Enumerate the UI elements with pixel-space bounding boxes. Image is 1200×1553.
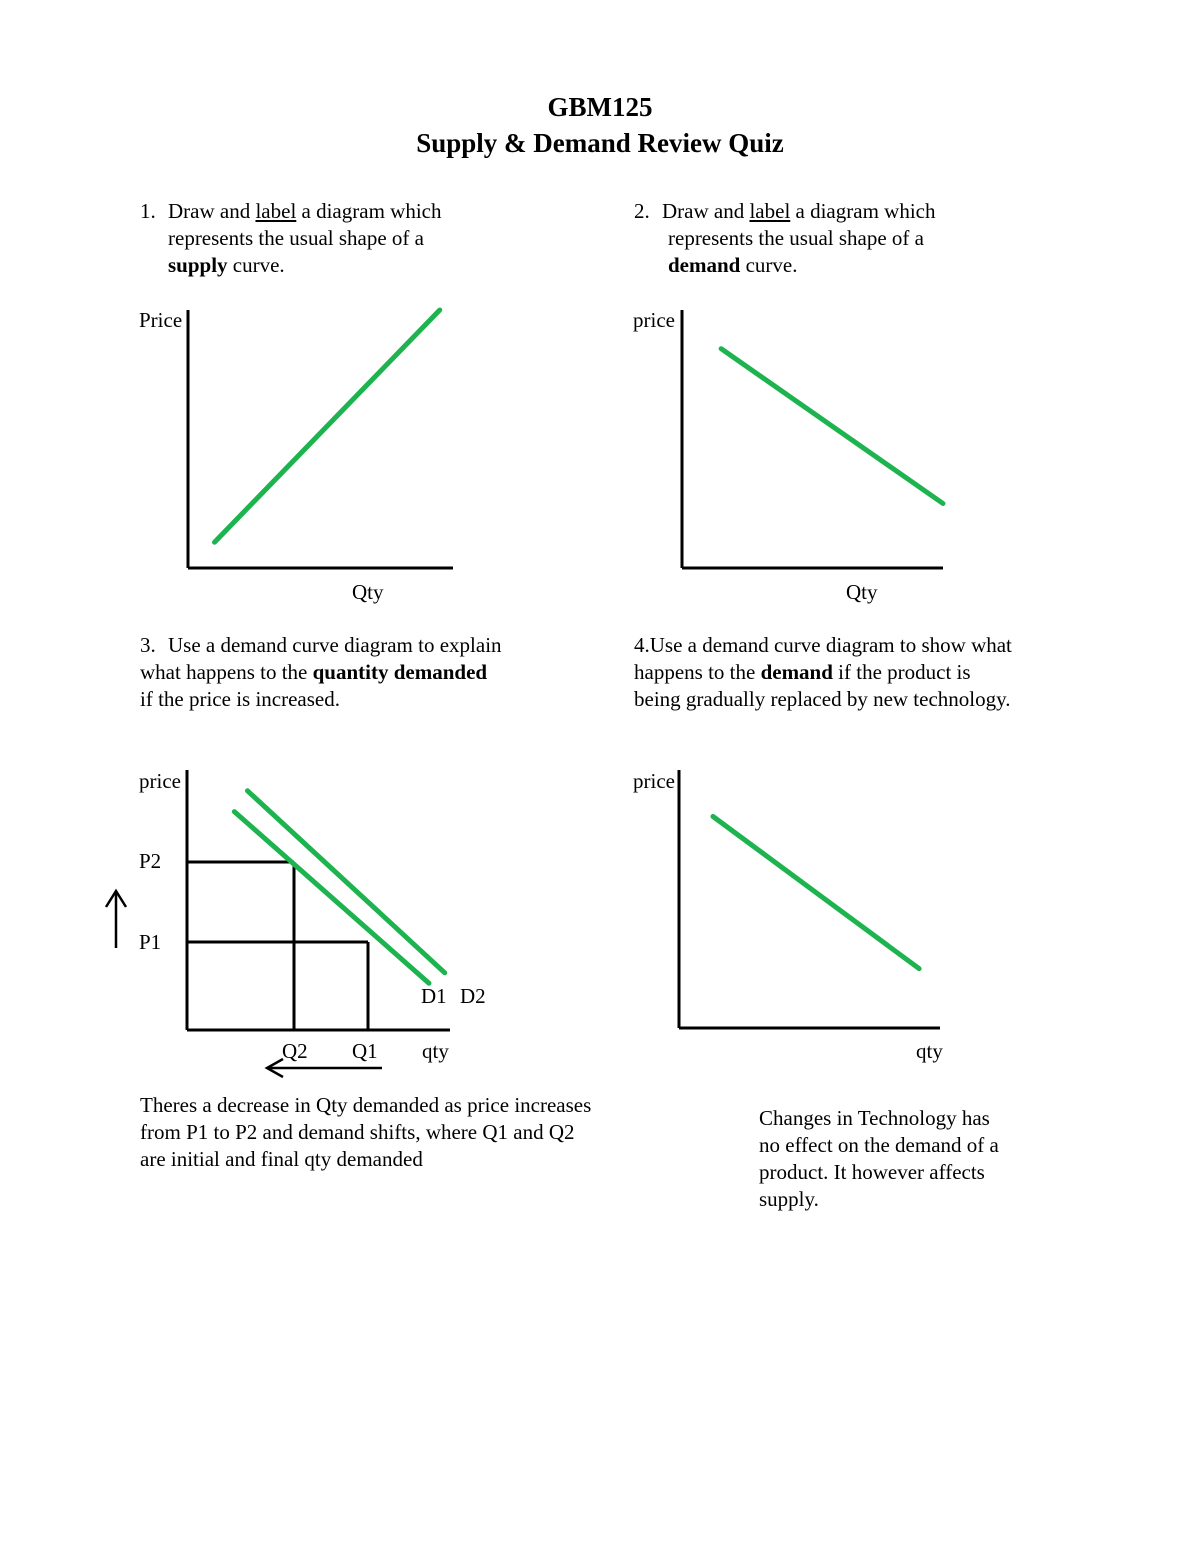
supply-curve [215,310,440,542]
price-increase-arrow-icon [106,891,126,948]
answer-4: Changes in Technology has no effect on the demand of a product. It however affects supply. [759,1106,999,1211]
y-axis-label: price [139,769,181,793]
y-axis-label: Price [139,308,183,332]
underlined-word: label [749,199,791,223]
question-number: 4. [634,633,650,657]
supply-chart [139,308,453,604]
price-label-p2: P2 [139,849,162,873]
bold-phrase: quantity demanded [312,660,488,684]
y-axis-label: price [633,769,675,793]
technology-demand-chart [633,769,943,1063]
question-number: 3. [140,633,156,657]
price-label-p1: P1 [139,930,162,954]
quantity-label-q2: Q2 [282,1039,308,1063]
y-axis-label: price [633,308,675,332]
demand-curve [721,349,943,504]
quiz-title: Supply & Demand Review Quiz [416,128,784,158]
x-axis-label: qty [916,1039,943,1063]
quantity-demanded-chart [106,769,486,1077]
course-code: GBM125 [547,92,653,122]
bold-phrase: demand [760,660,833,684]
x-axis-label: Qty [352,580,384,604]
question-number: 1. [140,199,156,223]
bold-word: demand [668,253,741,277]
answer-3: Theres a decrease in Qty demanded as price increases from P1 to P2 and demand shifts, where Q1 and Q2 are initial and final qty demanded [140,1093,592,1171]
curve-label-d2: D2 [460,984,486,1008]
question-3: 3. Use a demand curve diagram to explain what happens to the quantity demanded if the price is increased. [140,633,502,711]
question-2: 2. Draw and label a diagram which represents the usual shape of a demand curve. [634,199,936,277]
demand-curve-d1 [234,812,429,984]
demand-chart [633,308,943,604]
x-axis-label: qty [422,1039,449,1063]
question-number: 2. [634,199,650,223]
curve-label-d1: D1 [421,984,447,1008]
demand-curve-d2 [247,791,444,973]
quantity-label-q1: Q1 [352,1039,378,1063]
question-4: 4.Use a demand curve diagram to show what happens to the demand if the product is being gradually replaced by new technology. [634,633,1012,711]
question-1: 1. Draw and label a diagram which represents the usual shape of a supply curve. [140,199,442,277]
demand-curve [713,816,919,968]
bold-word: supply [168,253,228,277]
x-axis-label: Qty [846,580,878,604]
underlined-word: label [255,199,297,223]
